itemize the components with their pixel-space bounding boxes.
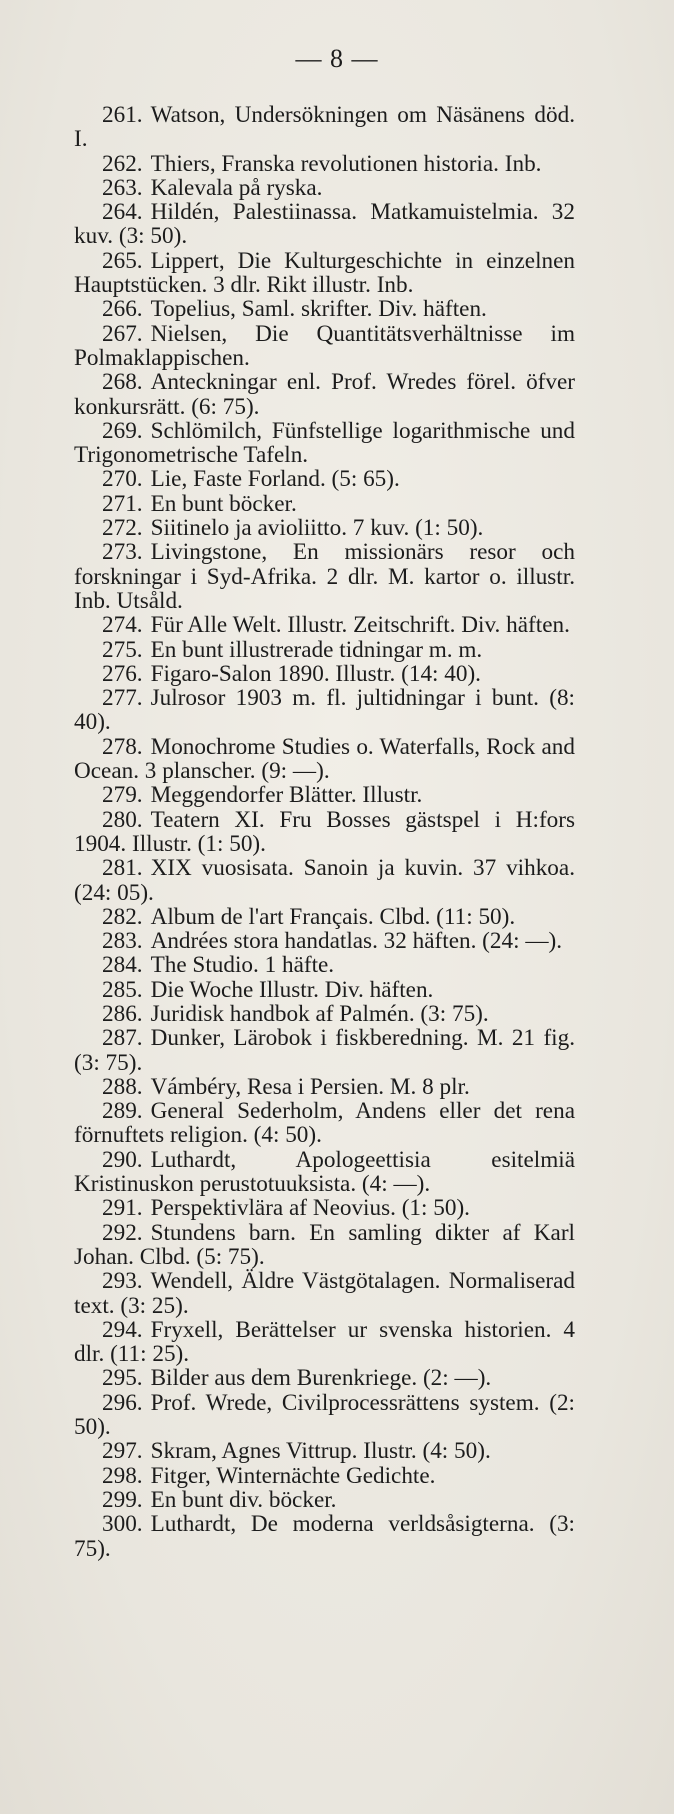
catalog-entry bbox=[74, 613, 575, 637]
catalog-entry bbox=[74, 783, 575, 807]
catalog-entry bbox=[74, 492, 575, 516]
catalog-entry bbox=[74, 929, 575, 953]
entry-number: 262. bbox=[102, 150, 143, 177]
catalog-entry bbox=[74, 856, 575, 905]
catalog-entry bbox=[74, 419, 575, 468]
catalog-entry bbox=[74, 1221, 575, 1270]
entry-text: Teatern XI. Fru Bosses gästspel i H:fors 1904. Illustr. (1: 50). bbox=[74, 806, 575, 857]
entry-text: Julrosor 1903 m. fl. jultidningar i bunt. (8: 40). bbox=[74, 685, 575, 736]
catalog-entry bbox=[74, 978, 575, 1002]
catalog-entry bbox=[74, 1366, 575, 1390]
entry-number: 283. bbox=[102, 928, 143, 955]
catalog-entry bbox=[74, 1439, 575, 1463]
entry-number: 294. bbox=[102, 1316, 143, 1343]
entry-number: 271. bbox=[102, 490, 143, 517]
entry-number: 289. bbox=[102, 1098, 143, 1125]
entry-text: Watson, Undersökningen om Näsänens död. I. bbox=[74, 102, 575, 153]
entry-number: 269. bbox=[102, 417, 143, 444]
entry-text: En bunt div. böcker. bbox=[150, 1486, 337, 1513]
entry-number: 280. bbox=[102, 806, 143, 833]
entry-text: Thiers, Franska revolutionen historia. Inb. bbox=[150, 150, 542, 177]
entry-number: 287. bbox=[102, 1025, 143, 1052]
entry-number: 277. bbox=[102, 685, 143, 712]
catalog-entry bbox=[74, 1026, 575, 1075]
entry-text: Wendell, Äldre Västgötalagen. Normaliserad text. (3: 25). bbox=[74, 1268, 575, 1319]
entry-number: 276. bbox=[102, 660, 143, 687]
entry-number: 285. bbox=[102, 976, 143, 1003]
entry-text: Andrées stora handatlas. 32 häften. (24: —). bbox=[150, 928, 563, 955]
entry-number: 300. bbox=[102, 1511, 143, 1538]
entry-number: 266. bbox=[102, 296, 143, 323]
entry-number: 293. bbox=[102, 1268, 143, 1295]
entry-text: Skram, Agnes Vittrup. Ilustr. (4: 50). bbox=[150, 1438, 491, 1465]
entry-number: 281. bbox=[102, 855, 143, 882]
entry-text: Hildén, Palestiinassa. Matkamuistelmia. 32 kuv. (3: 50). bbox=[74, 199, 575, 250]
entry-text: Lippert, Die Kulturgeschichte in einzelnen Hauptstücken. 3 dlr. Rikt illustr. Inb. bbox=[74, 247, 575, 299]
entry-number: 273. bbox=[102, 539, 143, 566]
catalog-entry bbox=[74, 686, 575, 735]
catalog-entry bbox=[74, 735, 575, 784]
catalog-entry bbox=[74, 297, 575, 321]
entry-text: Für Alle Welt. Illustr. Zeitschrift. Div. häften. bbox=[150, 612, 570, 639]
entry-text: Luthardt, De moderna verldsåsigterna. (3: 75). bbox=[74, 1511, 575, 1562]
entry-number: 284. bbox=[102, 952, 143, 979]
entry-text: Livingstone, En missionärs resor och forskningar i Syd-Afrika. 2 dlr. M. kartor o. illustr. Inb. Utsåld. bbox=[74, 539, 575, 614]
catalog-entry bbox=[74, 638, 575, 662]
page-number: — 8 — bbox=[295, 44, 379, 73]
entry-text: Kalevala på ryska. bbox=[150, 174, 323, 201]
entry-number: 299. bbox=[102, 1486, 143, 1513]
entry-text: Lie, Faste Forland. (5: 65). bbox=[150, 466, 400, 493]
catalog-entry bbox=[74, 249, 575, 298]
entry-number: 282. bbox=[102, 903, 143, 930]
catalog-entry bbox=[74, 1512, 575, 1561]
entry-number: 292. bbox=[102, 1219, 143, 1246]
catalog-entry bbox=[74, 808, 575, 857]
entry-text: Figaro-Salon 1890. Illustr. (14: 40). bbox=[150, 660, 481, 687]
catalog-entry bbox=[74, 1488, 575, 1512]
catalog-entry bbox=[74, 200, 575, 249]
entry-number: 264. bbox=[102, 199, 143, 226]
entry-text: Siitinelo ja avioliitto. 7 kuv. (1: 50). bbox=[150, 515, 484, 542]
entry-number: 270. bbox=[102, 466, 143, 493]
entry-number: 272. bbox=[102, 515, 143, 542]
catalog-entry bbox=[74, 1269, 575, 1318]
entry-text: Topelius, Saml. skrifter. Div. häften. bbox=[150, 296, 487, 323]
entry-text: Die Woche Illustr. Div. häften. bbox=[150, 976, 434, 1003]
entry-text: Fitger, Winternächte Gedichte. bbox=[150, 1462, 436, 1489]
catalog-entry bbox=[74, 953, 575, 977]
entry-text: Anteckningar enl. Prof. Wredes förel. öfver konkursrätt. (6: 75). bbox=[74, 369, 575, 420]
entry-number: 297. bbox=[102, 1438, 143, 1465]
catalog-entry bbox=[74, 1196, 575, 1220]
entry-text: Schlömilch, Fünfstellige logarithmische und Trigonometrische Tafeln. bbox=[74, 417, 575, 469]
entry-text: The Studio. 1 häfte. bbox=[150, 952, 335, 979]
entry-text: Juridisk handbok af Palmén. (3: 75). bbox=[150, 1000, 489, 1027]
entry-number: 278. bbox=[102, 733, 143, 760]
catalog-entry bbox=[74, 1391, 575, 1440]
catalog-entry bbox=[74, 467, 575, 491]
catalog-entry bbox=[74, 905, 575, 929]
catalog-entry bbox=[74, 662, 575, 686]
entry-text: Monochrome Studies o. Waterfalls, Rock and Ocean. 3 planscher. (9: —). bbox=[74, 733, 575, 785]
entry-number: 261. bbox=[102, 102, 143, 128]
catalog-entry bbox=[74, 516, 575, 540]
catalog-entry bbox=[74, 1075, 575, 1099]
entry-text: Luthardt, Apologeettisia esitelmiä Kristinuskon perustotuuksista. (4: —). bbox=[74, 1146, 575, 1198]
entry-text: Vámbéry, Resa i Persien. M. 8 plr. bbox=[150, 1073, 470, 1100]
entry-number: 267. bbox=[102, 320, 143, 347]
catalog-entry bbox=[74, 370, 575, 419]
entry-number: 296. bbox=[102, 1389, 143, 1416]
entry-number: 290. bbox=[102, 1146, 143, 1173]
catalog-entry bbox=[74, 152, 575, 176]
catalog-entry-list bbox=[74, 103, 575, 1561]
entry-number: 286. bbox=[102, 1000, 143, 1027]
catalog-entry bbox=[74, 322, 575, 371]
catalog-entry bbox=[74, 540, 575, 613]
entry-number: 274. bbox=[102, 612, 143, 639]
catalog-entry bbox=[74, 176, 575, 200]
entry-text: Fryxell, Berättelser ur svenska historien. 4 dlr. (11: 25). bbox=[74, 1316, 575, 1368]
catalog-entry bbox=[74, 1148, 575, 1197]
catalog-entry bbox=[74, 1318, 575, 1367]
entry-number: 295. bbox=[102, 1365, 143, 1392]
entry-text: XIX vuosisata. Sanoin ja kuvin. 37 vihkoa. (24: 05). bbox=[74, 855, 575, 906]
entry-number: 291. bbox=[102, 1195, 143, 1222]
catalog-entry bbox=[74, 1464, 575, 1488]
entry-text: Stundens barn. En samling dikter af Karl Johan. Clbd. (5: 75). bbox=[74, 1219, 575, 1270]
entry-number: 263. bbox=[102, 174, 143, 201]
entry-text: Perspektivlära af Neovius. (1: 50). bbox=[150, 1195, 470, 1222]
entry-text: Prof. Wrede, Civilprocessrättens system. (2: 50). bbox=[74, 1389, 575, 1441]
entry-text: En bunt böcker. bbox=[150, 490, 297, 517]
entry-number: 275. bbox=[102, 636, 143, 663]
entry-number: 298. bbox=[102, 1462, 143, 1489]
entry-text: Dunker, Lärobok i fiskberedning. M. 21 fig. (3: 75). bbox=[74, 1025, 575, 1076]
entry-text: Bilder aus dem Burenkriege. (2: —). bbox=[150, 1365, 492, 1392]
entry-text: Nielsen, Die Quantitätsverhältnisse im Polmaklappischen. bbox=[74, 320, 575, 371]
catalog-entry bbox=[74, 1099, 575, 1148]
entry-number: 279. bbox=[102, 782, 143, 809]
entry-text: General Sederholm, Andens eller det rena förnuftets religion. (4: 50). bbox=[74, 1098, 575, 1149]
entry-number: 268. bbox=[102, 369, 143, 396]
entry-text: En bunt illustrerade tidningar m. m. bbox=[150, 636, 483, 663]
entry-text: Album de l'art Français. Clbd. (11: 50). bbox=[150, 903, 516, 930]
catalog-entry bbox=[74, 103, 575, 152]
entry-number: 288. bbox=[102, 1073, 143, 1100]
entry-number: 265. bbox=[102, 247, 143, 274]
catalog-entry bbox=[74, 1002, 575, 1026]
entry-text: Meggendorfer Blätter. Illustr. bbox=[150, 782, 423, 809]
